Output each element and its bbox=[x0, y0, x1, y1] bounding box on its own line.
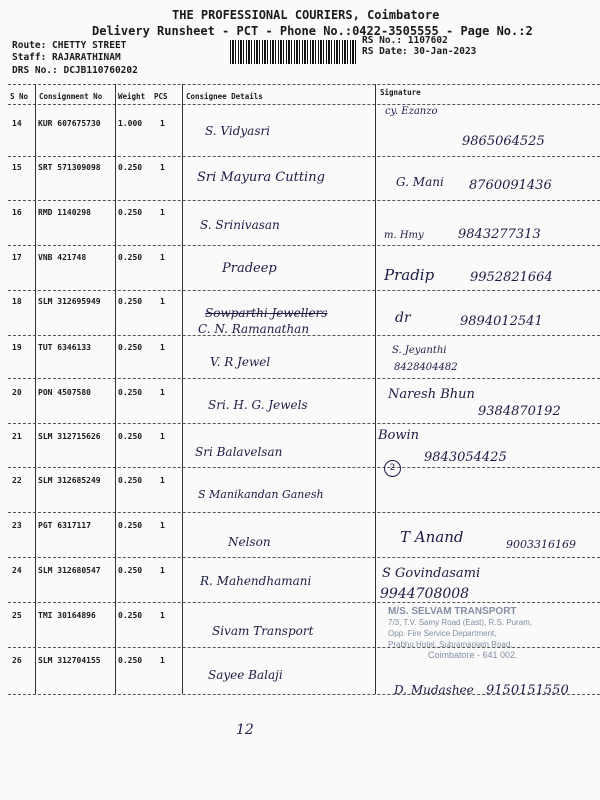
pcs: 1 bbox=[160, 253, 165, 262]
phone: 8428404482 bbox=[394, 362, 458, 373]
consignment-no: SLM 312715626 bbox=[38, 432, 101, 441]
consignee: S Manikandan Ganesh bbox=[198, 488, 324, 501]
sno: 16 bbox=[12, 208, 22, 217]
page-note: 12 bbox=[236, 722, 254, 738]
signature: m. Hmy bbox=[384, 230, 424, 241]
consignment-no: VNB 421748 bbox=[38, 253, 87, 262]
consignee: Pradeep bbox=[222, 261, 277, 276]
phone: 9865064525 bbox=[462, 134, 545, 149]
pcs: 1 bbox=[160, 388, 165, 397]
phone: 9843054425 bbox=[424, 450, 507, 465]
sno: 26 bbox=[12, 656, 22, 665]
weight: 0.250 bbox=[118, 656, 143, 665]
staff: Staff: RAJARATHINAM bbox=[12, 52, 121, 63]
stamp-line: Prabhu Hotel, Subramaniam Road, bbox=[388, 640, 513, 649]
consignment-no: SLM 312704155 bbox=[38, 656, 101, 665]
stamp-line: Opp. Fire Service Department, bbox=[388, 629, 497, 638]
stamp-line: 7/3, T.V. Samy Road (East), R.S. Puram, bbox=[388, 618, 533, 627]
consignee: R. Mahendhamani bbox=[200, 574, 312, 588]
company-name: THE PROFESSIONAL COURIERS, Coimbatore bbox=[172, 8, 440, 22]
phone: 9894012541 bbox=[460, 314, 543, 329]
rs-number: RS No.: 1107602 bbox=[362, 35, 448, 46]
consignment-no: PON 4507580 bbox=[38, 388, 91, 397]
consignment-no: SLM 312695949 bbox=[38, 297, 101, 306]
table-top-border bbox=[8, 84, 600, 85]
row-separator bbox=[8, 245, 600, 246]
weight: 0.250 bbox=[118, 208, 143, 217]
row-separator bbox=[8, 335, 600, 336]
row-separator bbox=[8, 290, 600, 291]
weight: 0.250 bbox=[118, 253, 143, 262]
runsheet-title: Delivery Runsheet - PCT - Phone No.:0422-3505555 - Page No.:2 bbox=[92, 24, 533, 38]
pcs: 1 bbox=[160, 343, 165, 352]
consignee: Sri Balavelsan bbox=[195, 445, 283, 459]
consignee: Sivam Transport bbox=[212, 624, 314, 638]
consignee: V. R Jewel bbox=[210, 355, 271, 369]
row-separator bbox=[8, 200, 600, 201]
sno: 22 bbox=[12, 476, 22, 485]
weight: 0.250 bbox=[118, 297, 143, 306]
pcs: 1 bbox=[160, 656, 165, 665]
col-consignment: Consignment No bbox=[39, 92, 103, 101]
consignee: Sri. H. G. Jewels bbox=[208, 398, 308, 412]
weight: 0.250 bbox=[118, 611, 143, 620]
pcs: 1 bbox=[160, 297, 165, 306]
consignee: Nelson bbox=[228, 535, 271, 549]
consignee: Sayee Balaji bbox=[208, 668, 283, 682]
consignment-no: PGT 6317117 bbox=[38, 521, 91, 530]
phone: 9003316169 bbox=[506, 538, 576, 551]
row-separator bbox=[8, 467, 600, 468]
signature: Pradip bbox=[384, 266, 435, 284]
col-signature: Signature bbox=[380, 88, 421, 97]
signature: dr bbox=[395, 310, 411, 326]
sno: 20 bbox=[12, 388, 22, 397]
weight: 0.250 bbox=[118, 432, 143, 441]
drs-number: DRS No.: DCJB110760202 bbox=[12, 65, 138, 76]
phone: 9150151550 bbox=[486, 683, 569, 698]
phone: 9944708008 bbox=[380, 586, 470, 602]
consignment-no: TUT 6346133 bbox=[38, 343, 91, 352]
consignee: C. N. Ramanathan bbox=[198, 322, 310, 336]
consignment-no: SRT 571309098 bbox=[38, 163, 101, 172]
sno: 14 bbox=[12, 119, 22, 128]
weight: 0.250 bbox=[118, 566, 143, 575]
pcs: 1 bbox=[160, 208, 165, 217]
circled-mark: 2 bbox=[384, 460, 401, 477]
row-separator bbox=[8, 602, 600, 603]
consignee: Sri Mayura Cutting bbox=[197, 170, 325, 185]
table-header-border bbox=[8, 104, 600, 105]
signature: Naresh Bhun bbox=[388, 387, 475, 402]
pcs: 1 bbox=[160, 566, 165, 575]
row-separator bbox=[8, 557, 600, 558]
weight: 0.250 bbox=[118, 521, 143, 530]
pcs: 1 bbox=[160, 611, 165, 620]
consignment-no: SLM 312680547 bbox=[38, 566, 101, 575]
phone: 9843277313 bbox=[458, 227, 541, 242]
pcs: 1 bbox=[160, 163, 165, 172]
sno: 17 bbox=[12, 253, 22, 262]
weight: 0.250 bbox=[118, 163, 143, 172]
phone: 8760091436 bbox=[469, 178, 552, 193]
rs-date: RS Date: 30-Jan-2023 bbox=[362, 46, 477, 57]
consignment-no: SLM 312685249 bbox=[38, 476, 101, 485]
weight: 1.000 bbox=[118, 119, 143, 128]
row-separator bbox=[8, 378, 600, 379]
sno: 18 bbox=[12, 297, 22, 306]
sno: 24 bbox=[12, 566, 22, 575]
pcs: 1 bbox=[160, 476, 165, 485]
pcs: 1 bbox=[160, 432, 165, 441]
phone: 9952821664 bbox=[470, 270, 553, 285]
stamp-line: Coimbatore - 641 002. bbox=[428, 650, 518, 660]
signature: T Anand bbox=[400, 528, 464, 546]
consignment-no: TMI 30164896 bbox=[38, 611, 96, 620]
signature: G. Mani bbox=[396, 175, 444, 189]
row-separator bbox=[8, 694, 600, 695]
weight: 0.250 bbox=[118, 343, 143, 352]
sno: 25 bbox=[12, 611, 22, 620]
col-pcs: PCS bbox=[154, 92, 168, 101]
consignee: S. Srinivasan bbox=[200, 218, 280, 232]
col-weight: Weight bbox=[118, 92, 146, 101]
barcode bbox=[230, 40, 356, 64]
sno: 23 bbox=[12, 521, 22, 530]
consignee-struck: Sowparthi Jewellers bbox=[205, 306, 328, 320]
signature: cy. Ezanzo bbox=[385, 106, 438, 117]
row-separator bbox=[8, 156, 600, 157]
row-separator bbox=[8, 423, 600, 424]
route: Route: CHETTY STREET bbox=[12, 40, 127, 51]
signature: Bowin bbox=[378, 428, 420, 443]
consignment-no: KUR 607675730 bbox=[38, 119, 101, 128]
consignee: S. Vidyasri bbox=[205, 124, 271, 138]
company-stamp bbox=[388, 606, 598, 661]
sno: 15 bbox=[12, 163, 22, 172]
col-sno: S No bbox=[10, 92, 29, 101]
sno: 19 bbox=[12, 343, 22, 352]
consignment-no: RMD 1140298 bbox=[38, 208, 91, 217]
signature: D. Mudashee bbox=[394, 683, 474, 697]
signature: S. Jeyanthi bbox=[392, 345, 447, 356]
weight: 0.250 bbox=[118, 476, 143, 485]
weight: 0.250 bbox=[118, 388, 143, 397]
row-separator bbox=[8, 512, 600, 513]
col-consignee: Consignee Details bbox=[186, 92, 263, 101]
sno: 21 bbox=[12, 432, 22, 441]
signature: S Govindasami bbox=[382, 566, 481, 581]
stamp-line: M/S. SELVAM TRANSPORT bbox=[388, 606, 517, 617]
pcs: 1 bbox=[160, 521, 165, 530]
pcs: 1 bbox=[160, 119, 165, 128]
phone: 9384870192 bbox=[478, 404, 561, 419]
